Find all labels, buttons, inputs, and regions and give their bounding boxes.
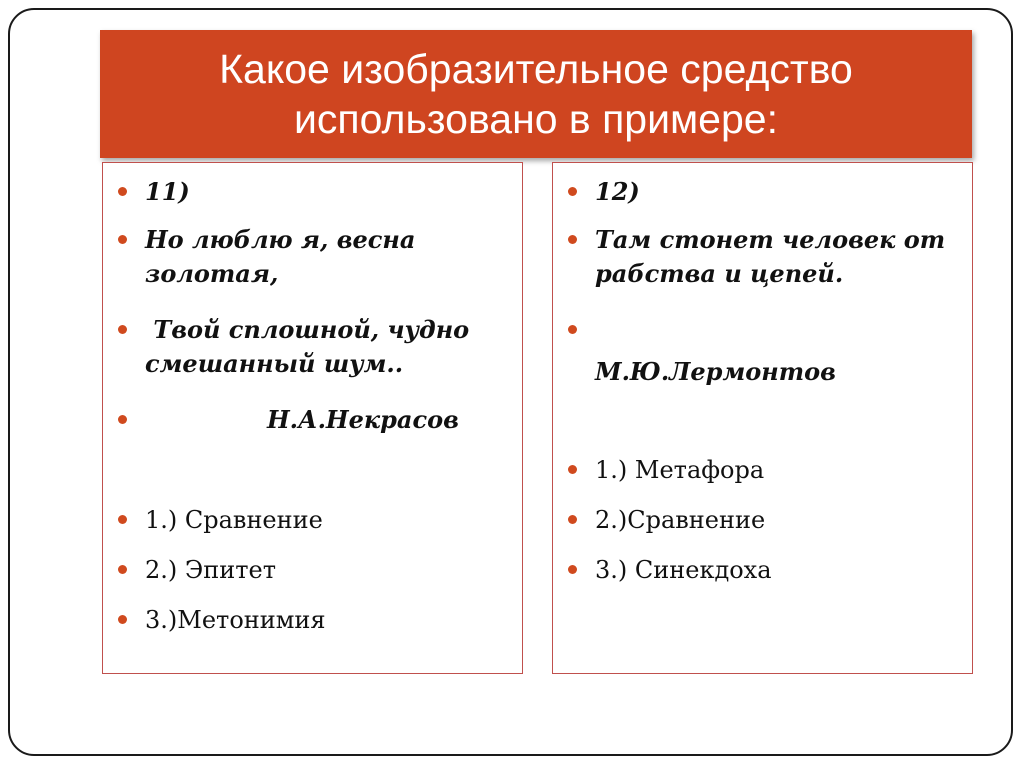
left-option-text-1: 1.) Сравнение	[145, 506, 323, 534]
bullet-icon	[117, 613, 131, 627]
bullet-icon	[567, 233, 581, 247]
bullet-icon	[567, 185, 581, 199]
slide-title: Какое изобразительное средство использовано в примере:	[219, 46, 853, 142]
right-option-text-1: 1.) Метафора	[595, 456, 765, 484]
bullet-icon	[117, 233, 131, 247]
left-verse-line-1	[117, 223, 512, 291]
right-column	[552, 162, 973, 674]
bullet-icon	[567, 513, 581, 527]
left-verse-text-1: Но люблю я, весна золотая,	[145, 225, 424, 288]
right-number-item	[567, 175, 962, 209]
bullet-icon	[117, 413, 131, 427]
bullet-icon	[567, 323, 581, 337]
left-verse-text-2: Твой сплошной, чудно смешанный шум..	[145, 315, 478, 378]
bullet-icon	[567, 563, 581, 577]
left-option-text-3: 3.)Метонимия	[145, 606, 326, 634]
left-column	[102, 162, 523, 674]
right-verse-text-1: Там стонет человек от рабства и цепей.	[595, 225, 954, 288]
left-option-3	[117, 603, 512, 637]
right-empty-item	[567, 313, 962, 337]
right-option-text-3: 3.) Синекдоха	[595, 556, 772, 584]
bullet-icon	[117, 185, 131, 199]
left-option-text-2: 2.) Эпитет	[145, 556, 277, 584]
right-option-3	[567, 553, 962, 587]
left-author: Н.А.Некрасов	[267, 405, 459, 434]
bullet-icon	[117, 323, 131, 337]
left-verse-line-2	[117, 313, 512, 381]
left-option-1	[117, 503, 512, 537]
bullet-icon	[117, 563, 131, 577]
left-number-item	[117, 175, 512, 209]
right-option-text-2: 2.)Сравнение	[595, 506, 766, 534]
left-author-item	[117, 403, 512, 437]
left-option-2	[117, 553, 512, 587]
right-number: 12)	[595, 177, 640, 206]
bullet-icon	[567, 463, 581, 477]
bullet-icon	[117, 513, 131, 527]
right-option-1	[567, 453, 962, 487]
title-banner	[100, 30, 972, 158]
right-option-2	[567, 503, 962, 537]
right-author-item	[567, 355, 962, 389]
left-number: 11)	[145, 177, 190, 206]
right-author: М.Ю.Лермонтов	[595, 357, 836, 386]
right-verse-line-1	[567, 223, 962, 291]
